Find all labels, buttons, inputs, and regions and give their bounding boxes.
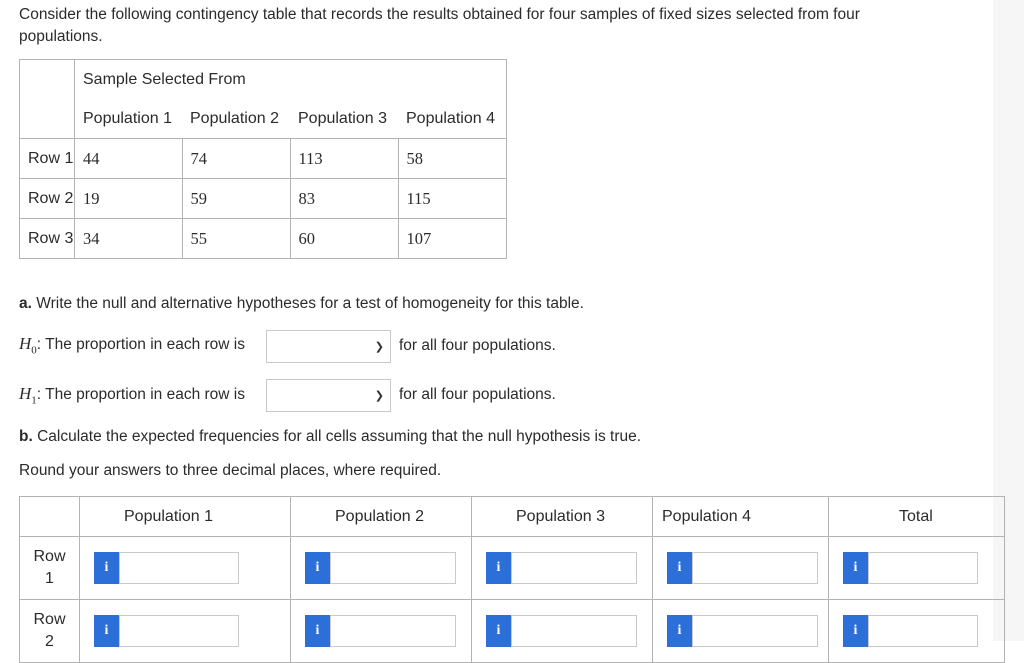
cell-value: 19 [75,179,183,219]
answer-input[interactable] [511,615,637,647]
rounding-instruction: Round your answers to three decimal places, where required. [19,462,442,479]
part-b-prompt [19,428,641,446]
col-header: Population 1 [80,497,291,537]
chevron-down-icon: ❯ [374,341,384,353]
answer-cell [829,537,1005,600]
table-row [20,600,1005,663]
answer-input[interactable] [119,552,239,584]
alternative-hypothesis [19,384,245,406]
cell-value: 55 [182,219,290,259]
answer-input[interactable] [330,552,456,584]
h0-suffix: for all four populations. [399,337,556,354]
answer-cell [829,600,1005,663]
answer-cell [291,600,472,663]
info-icon[interactable]: i [94,552,119,584]
answer-cell [80,537,291,600]
answer-input[interactable] [868,552,978,584]
expected-frequency-table [19,496,1005,663]
table-row [20,179,507,219]
row-label: Row 1 [20,537,80,600]
corner-cell [20,497,80,537]
h0-symbol: $H_0$ [19,334,37,357]
col-header: Total [829,497,1005,537]
cell-value: 44 [75,139,183,179]
col-header: Population 4 [398,99,507,139]
cell-value: 59 [182,179,290,219]
cell-value: 74 [182,139,290,179]
info-icon[interactable]: i [843,552,868,584]
answer-cell [653,537,829,600]
h1-text: : The proportion in each row is [36,386,245,404]
h0-text: : The proportion in each row is [36,336,245,354]
info-icon[interactable]: i [305,615,330,647]
answer-input[interactable] [119,615,239,647]
h0-dropdown[interactable] [266,330,391,363]
part-a-label: a. [19,295,32,312]
answer-input[interactable] [692,615,818,647]
answer-input[interactable] [330,615,456,647]
part-a-text: Write the null and alternative hypotheses for a test of homogeneity for this table. [31,295,584,312]
answer-cell [472,600,653,663]
answer-input[interactable] [868,615,978,647]
answer-input[interactable] [692,552,818,584]
info-icon[interactable]: i [305,552,330,584]
info-icon[interactable]: i [667,552,692,584]
row-label: Row 2 [20,179,75,219]
info-icon[interactable]: i [667,615,692,647]
part-a-prompt [19,295,584,313]
h1-symbol: $H_1$ [19,384,37,407]
answer-cell [291,537,472,600]
info-icon[interactable]: i [94,615,119,647]
row-label: Row 1 [20,139,75,179]
table-row [20,219,507,259]
col-header: Population 4 [653,497,829,537]
cell-value: 34 [75,219,183,259]
info-icon[interactable]: i [843,615,868,647]
part-b-text: Calculate the expected frequencies for all cells assuming that the null hypothesis is true. [32,428,642,445]
row-label: Row 2 [20,600,80,663]
h1-dropdown[interactable] [266,379,391,412]
col-header: Population 1 [75,99,183,139]
col-header: Population 2 [291,497,472,537]
cell-value: 115 [398,179,507,219]
contingency-table [19,59,507,259]
answer-input[interactable] [511,552,637,584]
cell-value: 83 [290,179,398,219]
cell-value: 113 [290,139,398,179]
col-header: Population 3 [290,99,398,139]
cell-value: 58 [398,139,507,179]
answer-cell [80,600,291,663]
cell-value: 60 [290,219,398,259]
chevron-down-icon: ❯ [374,390,384,402]
corner-cell [20,60,75,139]
part-b-label: b. [19,428,33,445]
row-label: Row 3 [20,219,75,259]
answer-cell [653,600,829,663]
table-caption: Sample Selected From [75,60,507,100]
col-header: Population 2 [182,99,290,139]
col-header: Population 3 [472,497,653,537]
h1-suffix: for all four populations. [399,386,556,403]
null-hypothesis [19,334,245,356]
answer-cell [472,537,653,600]
intro-text: Consider the following contingency table that records the results obtained for four samples of fixed sizes selected from four populations. [19,6,860,45]
info-icon[interactable]: i [486,615,511,647]
table-row [20,139,507,179]
info-icon[interactable]: i [486,552,511,584]
cell-value: 107 [398,219,507,259]
table-row [20,537,1005,600]
